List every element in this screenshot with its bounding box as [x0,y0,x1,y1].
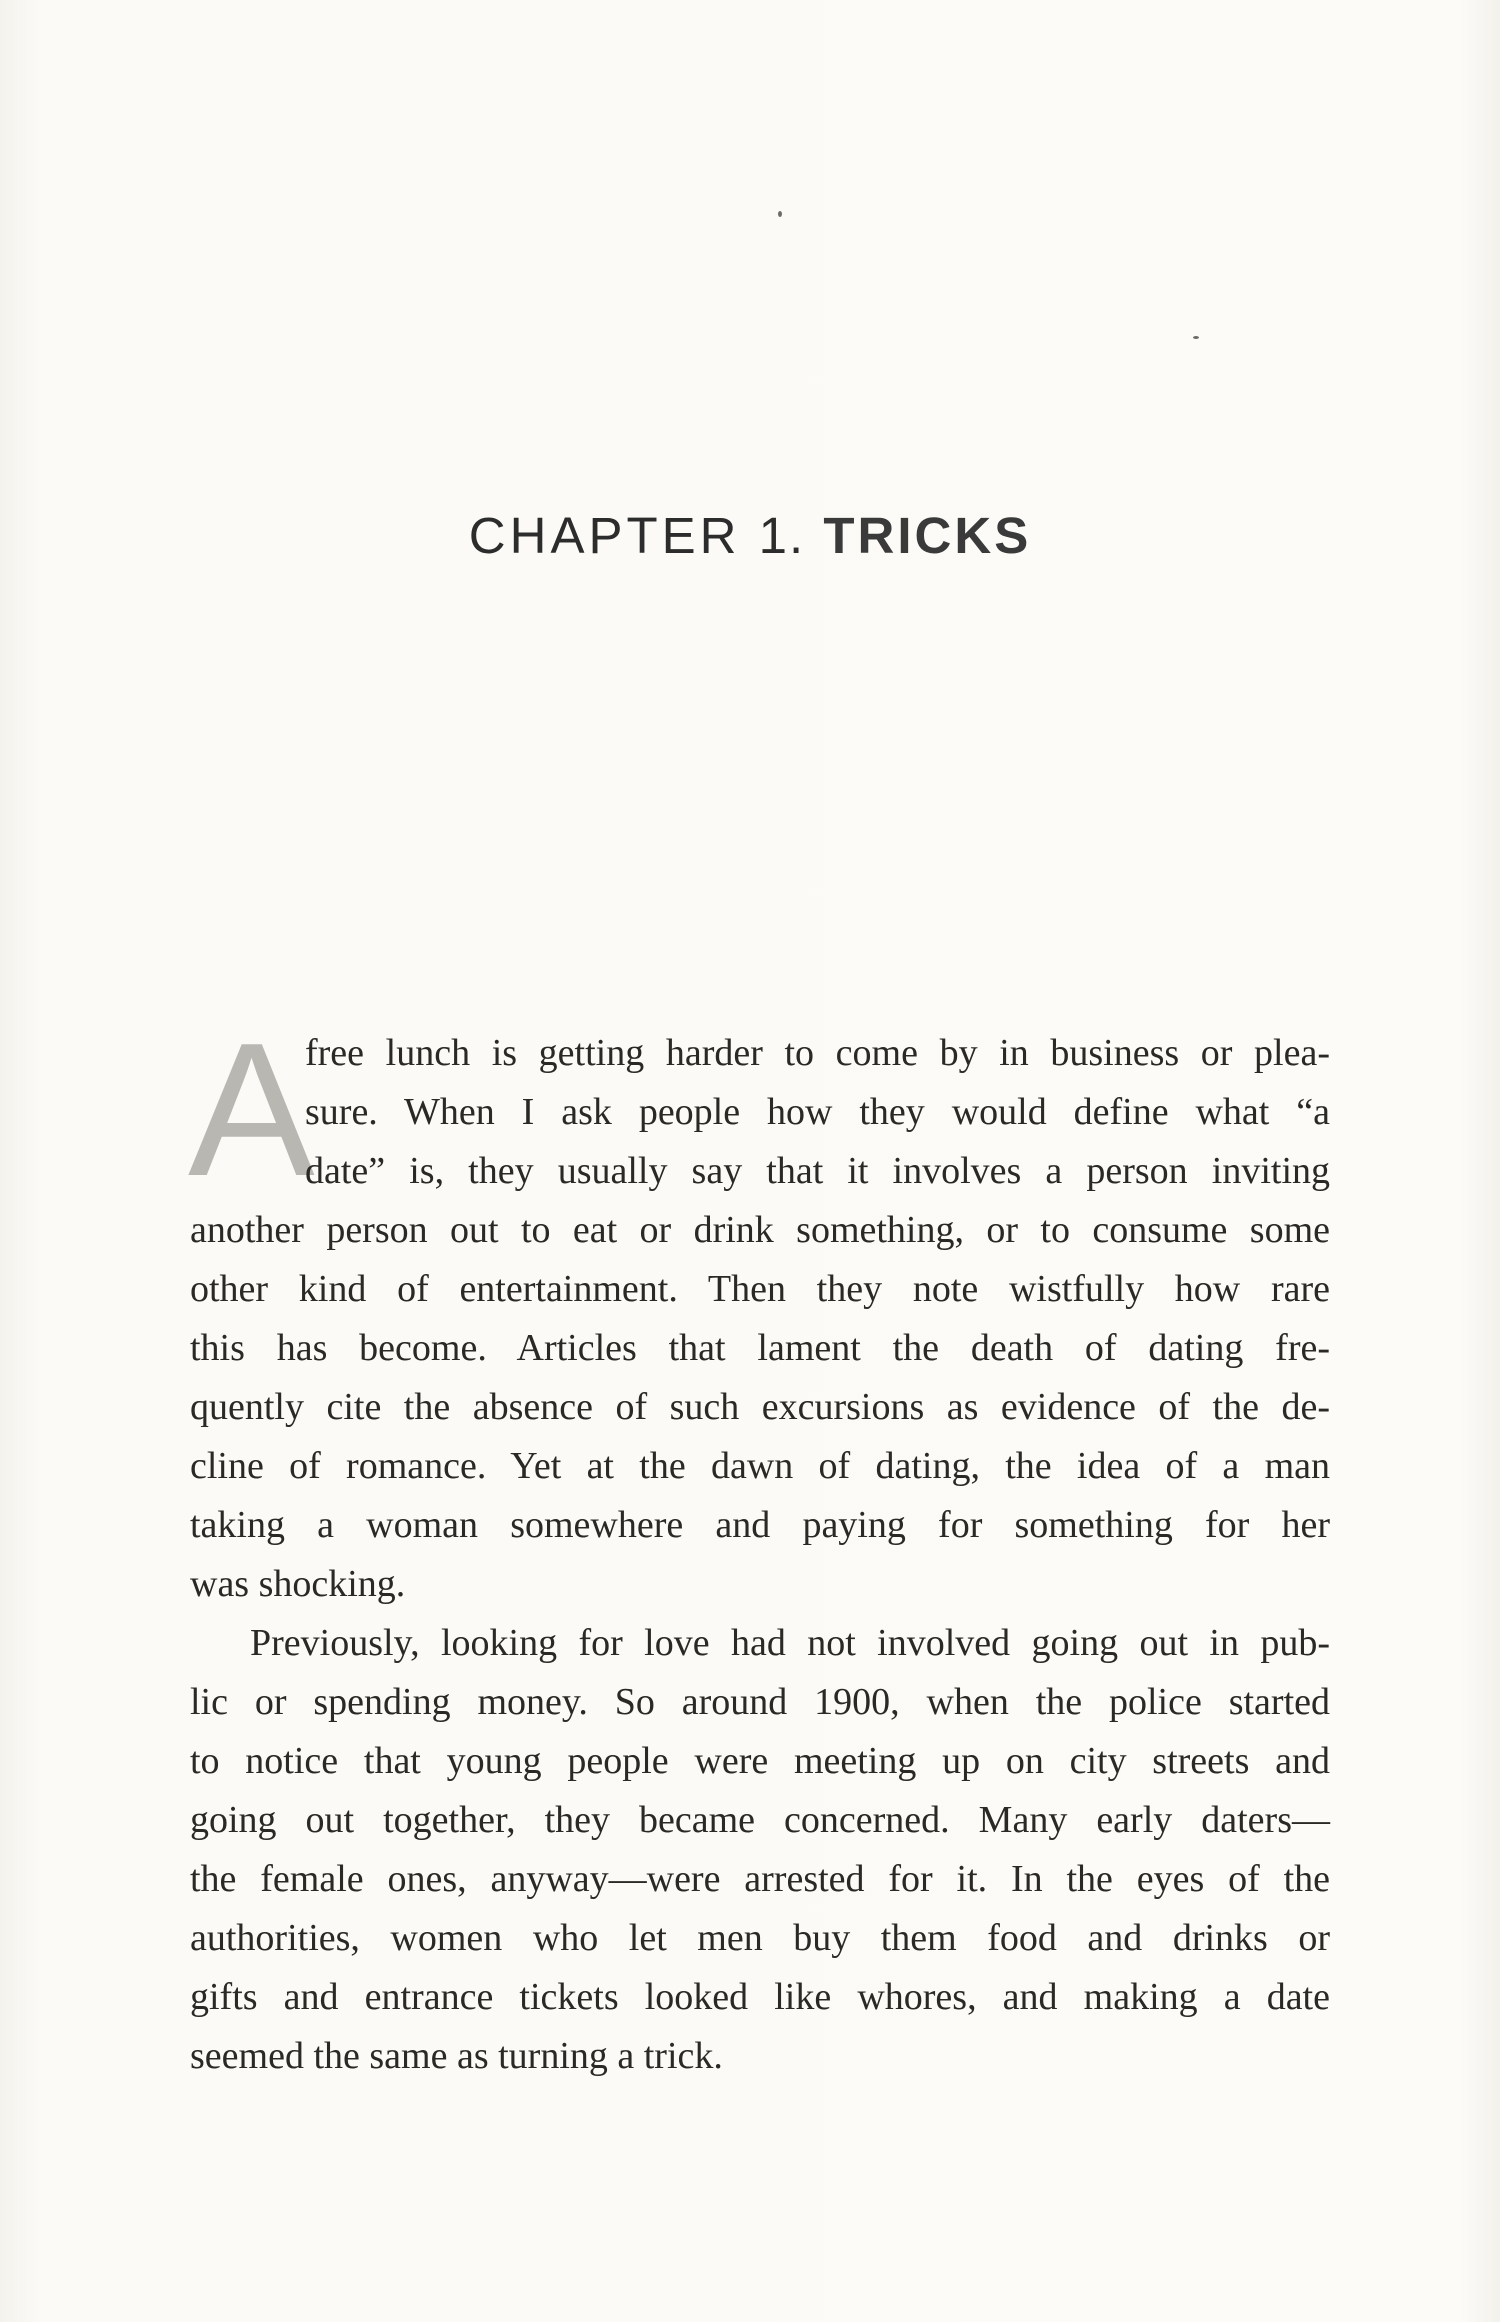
ink-speck [778,211,782,217]
text-line: quently cite the absence of such excursions as evidence of the de- [190,1386,1330,1428]
text-line: lic or spending money. So around 1900, when the police started [190,1681,1330,1723]
text-line: cline of romance. Yet at the dawn of dating, the idea of a man [190,1445,1330,1487]
text-line: another person out to eat or drink something, or to consume some [190,1209,1330,1251]
chapter-body [188,1004,1330,2086]
text-line: the female ones, anyway—were arrested for it. In the eyes of the [190,1858,1330,1900]
ink-speck [1193,336,1199,339]
chapter-title: TRICKS [823,507,1032,564]
text-line: seemed the same as turning a trick. [190,2035,723,2077]
chapter-label: CHAPTER [468,507,741,564]
paragraph-1 [188,1004,1330,1614]
text-line: date” is, they usually say that it involves a person inviting [305,1150,1330,1192]
text-line: Previously, looking for love had not involved going out in pub- [250,1622,1330,1664]
text-line: gifts and entrance tickets looked like whores, and making a date [190,1976,1330,2018]
text-line: other kind of entertainment. Then they note wistfully how rare [190,1268,1330,1310]
text-line: sure. When I ask people how they would define what “a [305,1091,1330,1133]
text-line: taking a woman somewhere and paying for something for her [190,1504,1330,1546]
text-line: to notice that young people were meeting up on city streets and [190,1740,1330,1782]
text-line: this has become. Articles that lament the death of dating fre- [190,1327,1330,1369]
text-line: authorities, women who let men buy them food and drinks or [190,1917,1330,1959]
text-line: going out together, they became concerned. Many early daters— [190,1799,1330,1841]
drop-cap-letter: A [188,1004,315,1216]
chapter-number: 1. [758,507,806,564]
text-line: free lunch is getting harder to come by in business or plea- [305,1032,1330,1074]
chapter-heading [0,506,1500,565]
text-line: was shocking. [190,1563,406,1605]
paragraph-2 [190,1614,1330,2086]
